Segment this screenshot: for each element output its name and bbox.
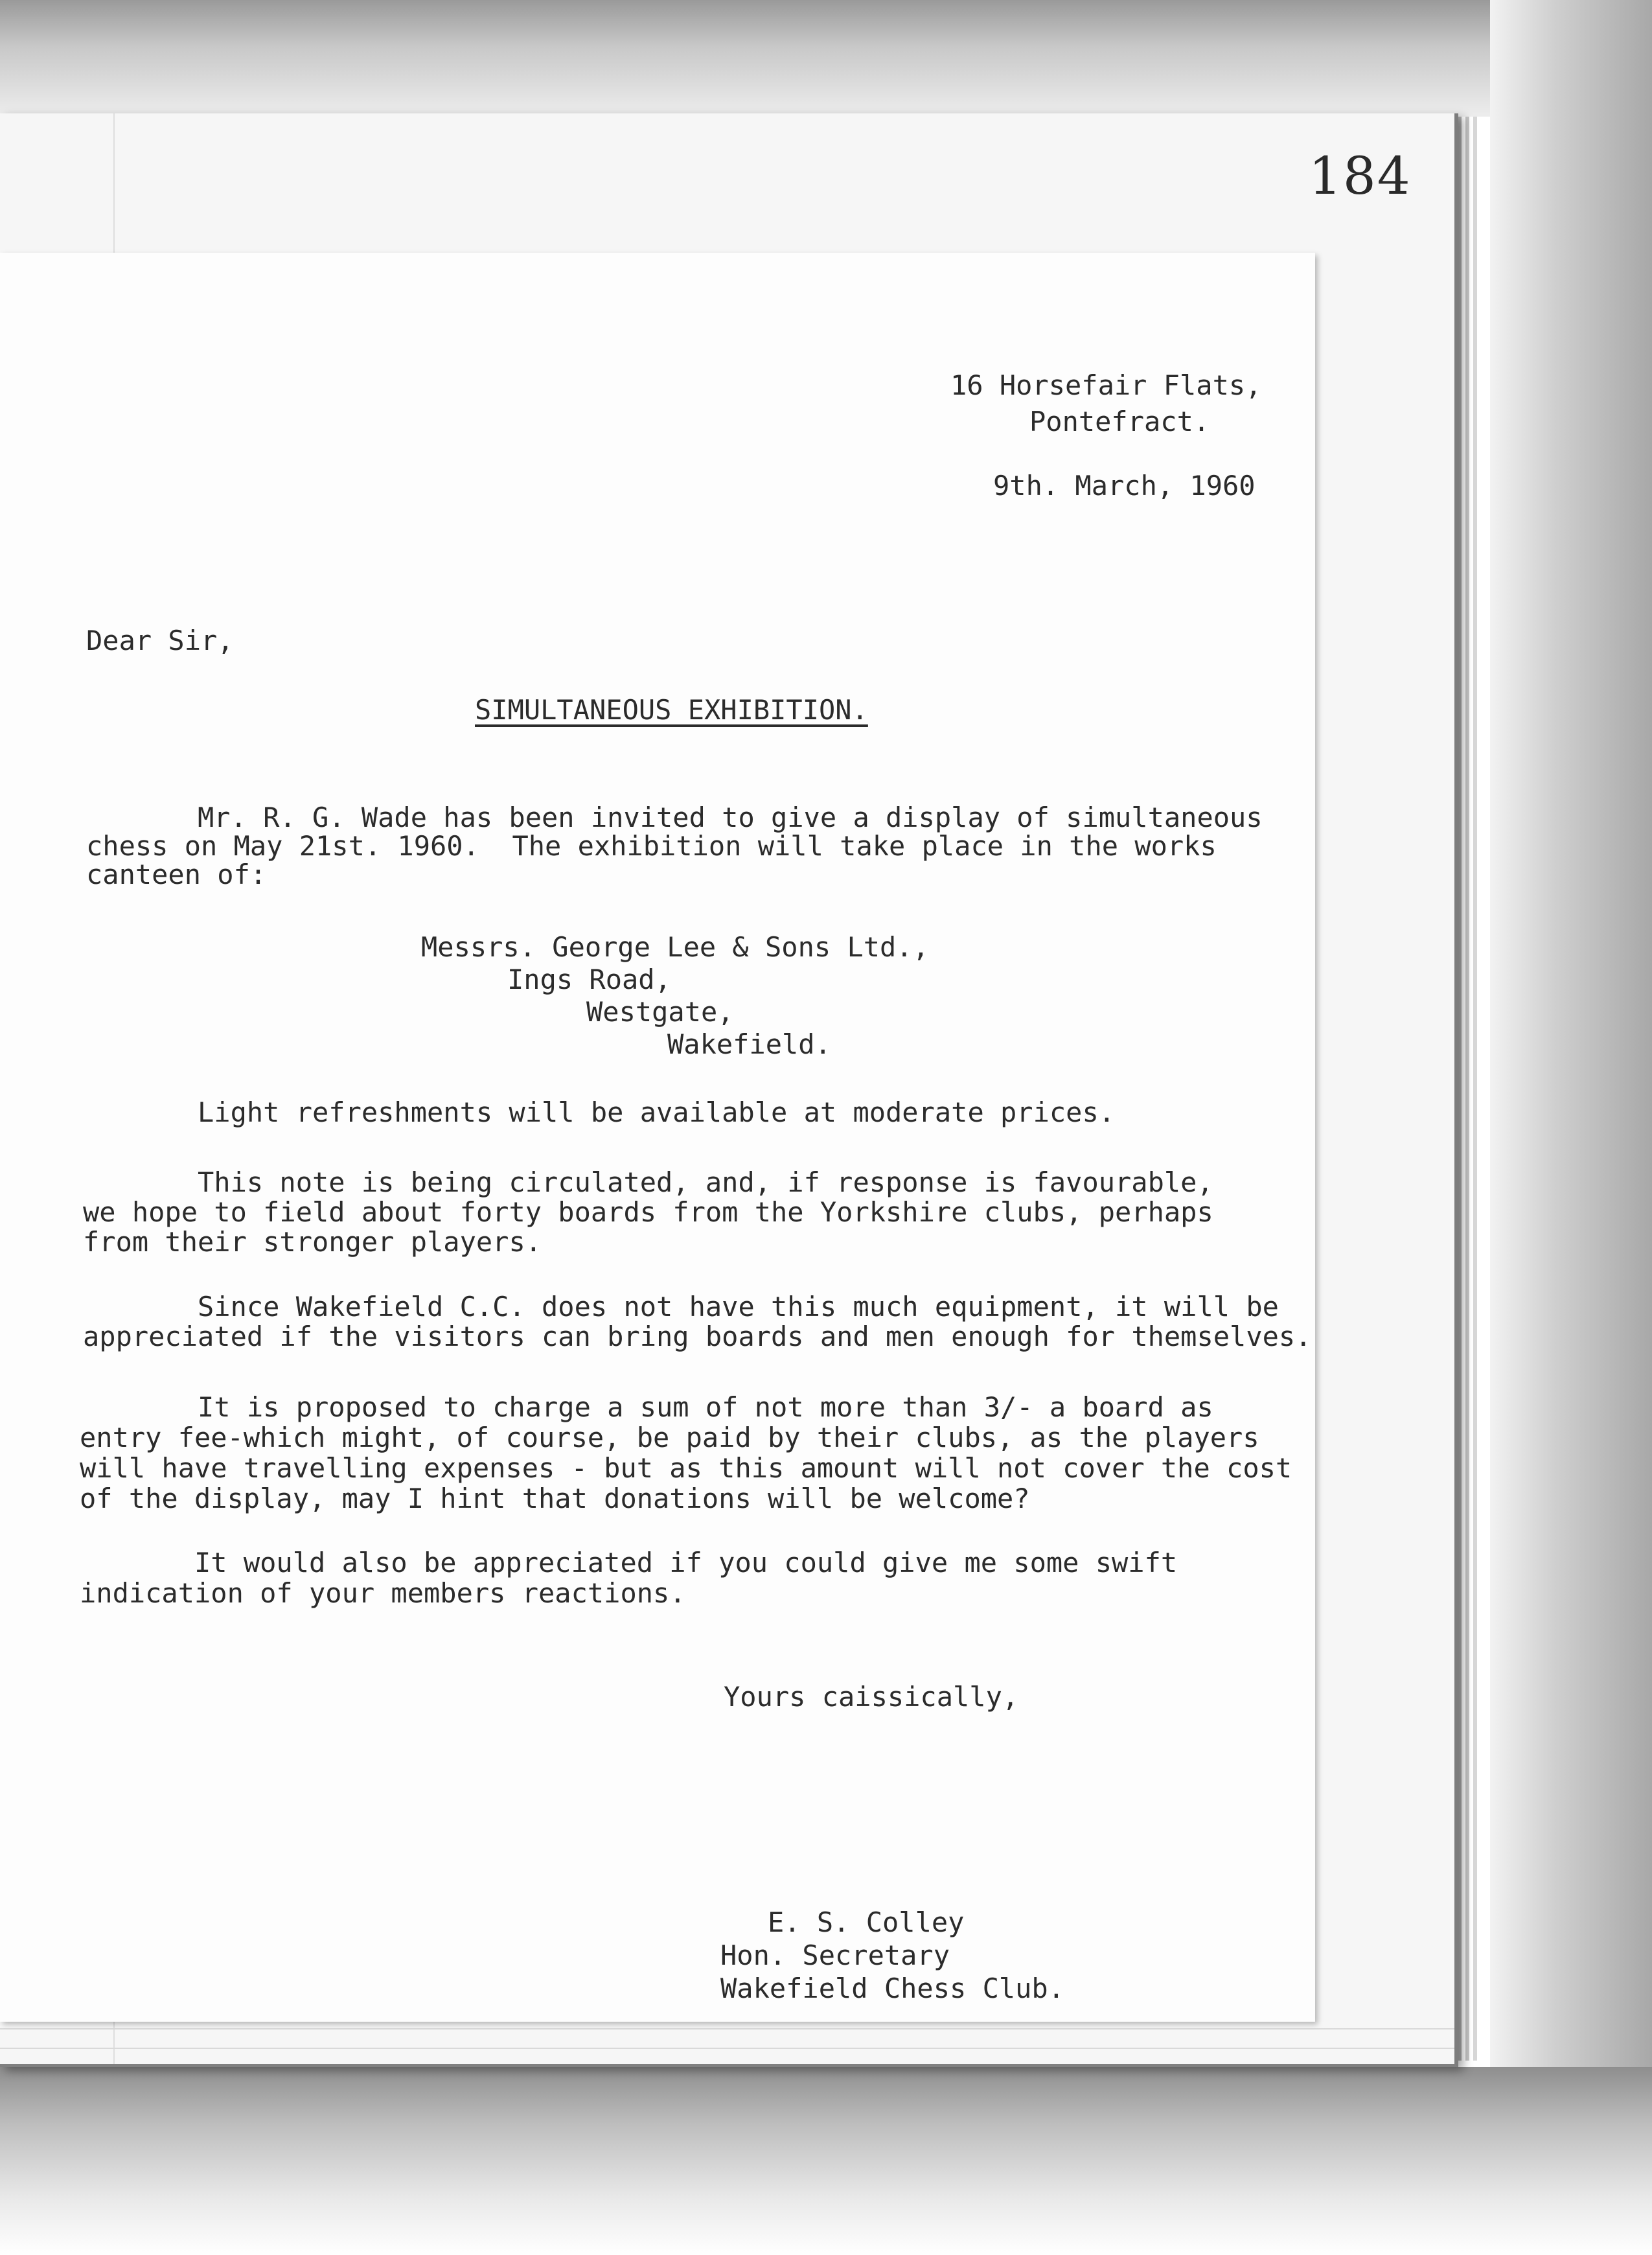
paragraph-line: appreciated if the visitors can bring boards and men enough for themselves. xyxy=(83,1321,1312,1352)
right-shadow xyxy=(1490,0,1652,2255)
paragraph-line: Since Wakefield C.C. does not have this much equipment, it will be xyxy=(198,1291,1279,1323)
address-line: 16 Horsefair Flats, xyxy=(950,369,1262,401)
paragraph-line: chess on May 21st. 1960. The exhibition will take place in the works xyxy=(86,830,1217,862)
venue-line: Westgate, xyxy=(586,996,734,1028)
paragraph-line: canteen of: xyxy=(86,859,267,890)
ledger-rule xyxy=(0,2028,1454,2030)
signature-line: Hon. Secretary xyxy=(720,1939,950,1971)
venue-line: Ings Road, xyxy=(507,964,671,995)
address-line: Pontefract. xyxy=(1029,406,1210,437)
closing: Yours caissically, xyxy=(724,1681,1019,1713)
paragraph-line: from their stronger players. xyxy=(83,1226,542,1258)
paragraph-line: we hope to field about forty boards from the Yorkshire clubs, perhaps xyxy=(83,1196,1213,1228)
signature-line: E. S. Colley xyxy=(768,1906,965,1938)
paragraph-line: Mr. R. G. Wade has been invited to give a display of simultaneous xyxy=(198,802,1263,833)
letter-date: 9th. March, 1960 xyxy=(993,470,1256,502)
salutation: Dear Sir, xyxy=(86,625,234,656)
page-number: 184 xyxy=(1309,146,1412,206)
page-edge xyxy=(1465,117,1469,2061)
paragraph-line: entry fee-which might, of course, be paid by their clubs, as the players xyxy=(80,1422,1259,1453)
top-shadow xyxy=(0,0,1652,117)
paragraph-line: It is proposed to charge a sum of not more than 3/- a board as xyxy=(198,1391,1213,1423)
paragraph-line: of the display, may I hint that donations will be welcome? xyxy=(80,1483,1030,1514)
ledger-rule xyxy=(0,2048,1454,2049)
signature-line: Wakefield Chess Club. xyxy=(720,1972,1065,2004)
typed-letter xyxy=(0,253,1315,2022)
venue-line: Wakefield. xyxy=(667,1028,831,1060)
letter-heading: SIMULTANEOUS EXHIBITION. xyxy=(475,694,868,726)
paragraph-line: Light refreshments will be available at moderate prices. xyxy=(198,1096,1116,1128)
paragraph-line: will have travelling expenses - but as this amount will not cover the cost xyxy=(80,1452,1292,1484)
paragraph-line: It would also be appreciated if you could give me some swift xyxy=(194,1547,1178,1578)
page-edge xyxy=(1473,117,1477,2061)
paragraph-line: indication of your members reactions. xyxy=(80,1577,686,1609)
bottom-shadow xyxy=(0,2067,1652,2255)
venue-line: Messrs. George Lee & Sons Ltd., xyxy=(421,931,929,963)
paragraph-line: This note is being circulated, and, if response is favourable, xyxy=(198,1166,1213,1198)
